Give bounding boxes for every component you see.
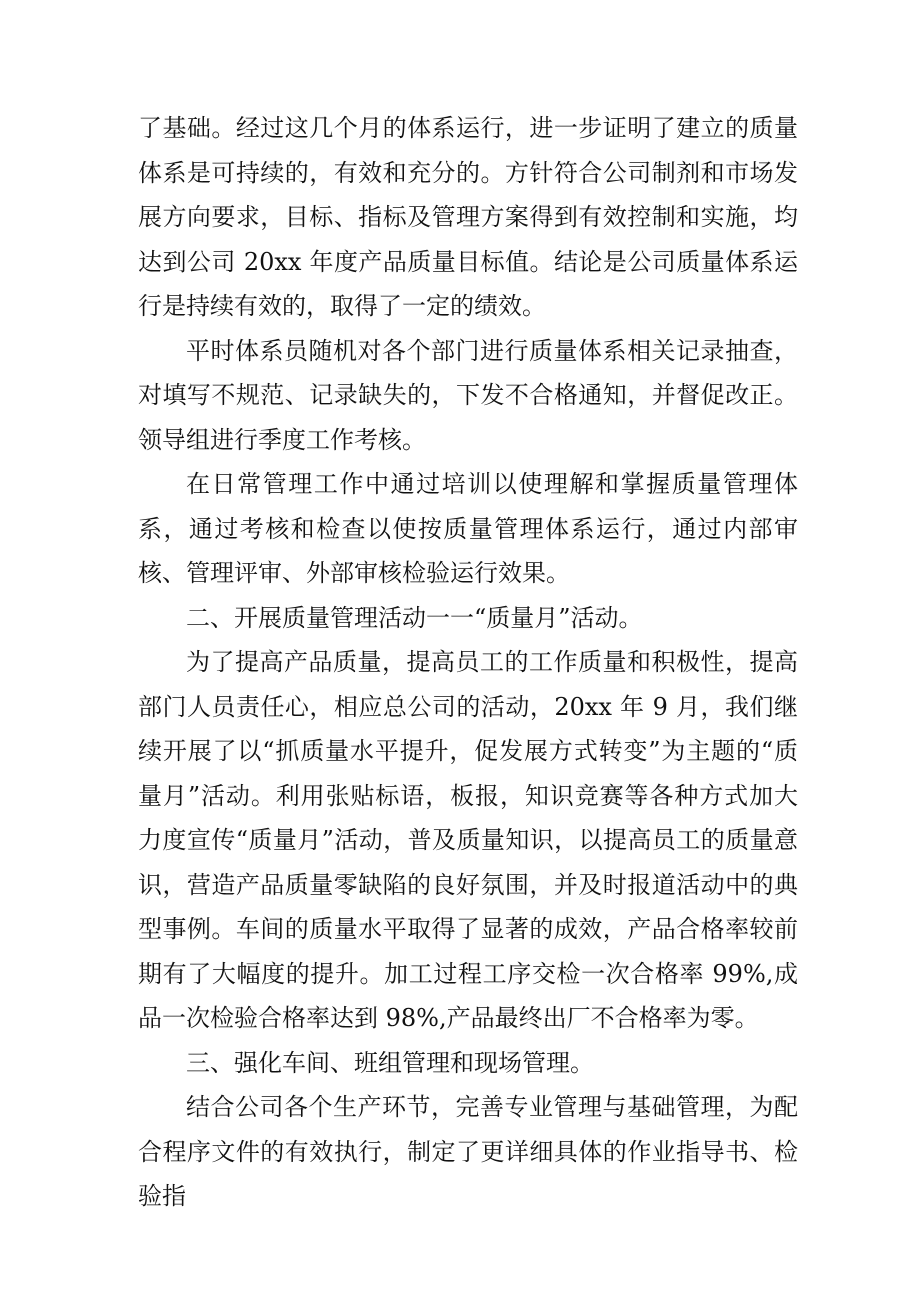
paragraph-quality-month-activity: 为了提高产品质量，提高员工的工作质量和积极性，提高部门人员责任心，相应总公司的活动，20xx 年 9 月，我们继续开展了以“抓质量水平提升，促发展方式转变”为主题的“质量月”活动。利用张贴标语，板报，知识竞赛等各种方式加大力度宣传“质量月”活动，普及质量知识，以提高员工的质量意识，营造产品质量零缺陷的良好氛围，并及时报道活动中的典型事例。车间的质量水平取得了显著的成效，产品合格率较前期有了大幅度的提升。加工过程工序交检一次合格率 99%,成品一次检验合格率达到 98%,产品最终出厂不合格率为零。 <box>138 648 798 1032</box>
paragraph-continuation: 了基础。经过这几个月的体系运行，进一步证明了建立的质量体系是可持续的，有效和充分的。方针符合公司制剂和市场发展方向要求，目标、指标及管理方案得到有效控制和实施，均达到公司 20xx 年度产品质量目标值。结论是公司质量体系运行是持续有效的，取得了一定的绩效。 <box>138 114 798 320</box>
section-heading-workshop-management: 三、强化车间、班组管理和现场管理。 <box>186 1048 594 1077</box>
paragraph-daily-management: 在日常管理工作中通过培训以使理解和掌握质量管理体系，通过考核和检查以使按质量管理体系运行，通过内部审核、管理评审、外部审核检验运行效果。 <box>138 470 798 587</box>
paragraph-record-inspection: 平时体系员随机对各个部门进行质量体系相关记录抽查，对填写不规范、记录缺失的，下发不合格通知，并督促改正。领导组进行季度工作考核。 <box>138 336 798 454</box>
section-heading-quality-month: 二、开展质量管理活动一一“质量月”活动。 <box>186 603 643 632</box>
paragraph-production-management: 结合公司各个生产环节，完善专业管理与基础管理，为配合程序文件的有效执行，制定了更详细具体的作业指导书、检验指 <box>138 1093 798 1210</box>
document-body <box>138 106 798 1219</box>
